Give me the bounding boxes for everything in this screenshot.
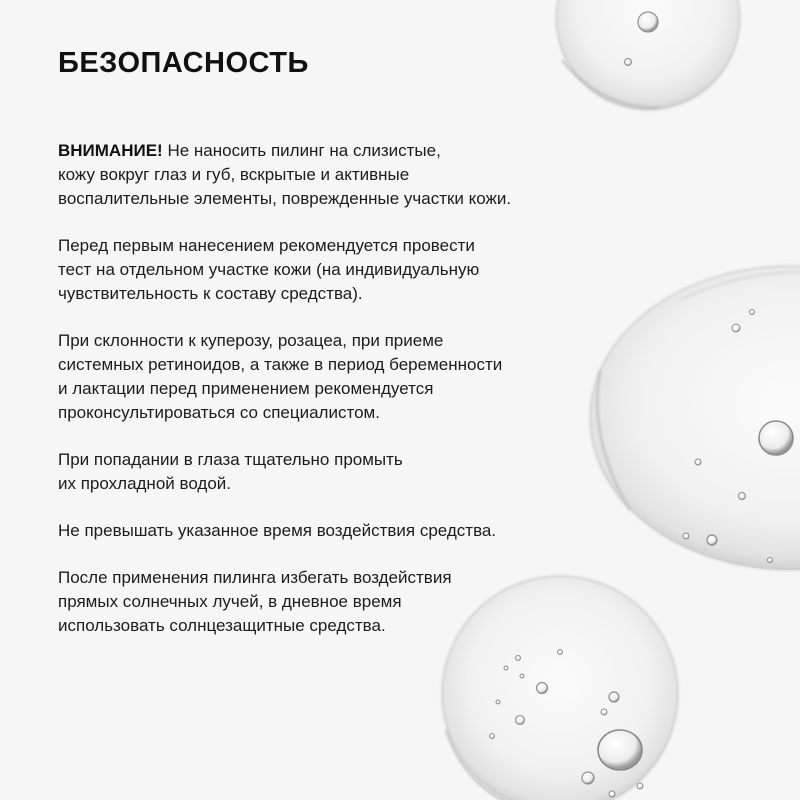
paragraph-line: Перед первым нанесением рекомендуется провести bbox=[58, 236, 475, 255]
paragraph-line: Не превышать указанное время воздействия средства. bbox=[58, 521, 497, 540]
paragraph-consultation bbox=[58, 329, 618, 425]
paragraph-line: При склонности к куперозу, розацеа, при приеме bbox=[58, 331, 444, 350]
paragraph-line: прямых солнечных лучей, в дневное время bbox=[58, 592, 402, 611]
paragraph-line bbox=[58, 139, 618, 163]
paragraph-eye-contact bbox=[58, 448, 618, 496]
paragraph-line: При попадании в глаза тщательно промыть bbox=[58, 450, 403, 469]
paragraph-line: чувствительность к составу средства). bbox=[58, 284, 363, 303]
paragraph-line: проконсультироваться со специалистом. bbox=[58, 403, 380, 422]
paragraph-line: кожу вокруг глаз и губ, вскрытые и активные bbox=[58, 165, 410, 184]
paragraph-patch-test bbox=[58, 234, 618, 306]
paragraph-exposure-time bbox=[58, 519, 618, 543]
page-title: БЕЗОПАСНОСТЬ bbox=[58, 47, 309, 79]
paragraph-line: системных ретиноидов, а также в период беременности bbox=[58, 355, 503, 374]
paragraph-line: использовать солнцезащитные средства. bbox=[58, 616, 386, 635]
safety-paragraphs bbox=[58, 139, 618, 661]
paragraph-line: и лактации перед применением рекомендуется bbox=[58, 379, 434, 398]
paragraph-line: их прохладной водой. bbox=[58, 474, 232, 493]
warning-text: Не наносить пилинг на слизистые, bbox=[162, 141, 441, 160]
paragraph-line: воспалительные элементы, поврежденные участки кожи. bbox=[58, 189, 512, 208]
paragraph-warning bbox=[58, 139, 618, 211]
paragraph-line: тест на отдельном участке кожи (на индивидуальную bbox=[58, 260, 480, 279]
paragraph-sun-protection bbox=[58, 566, 618, 638]
warning-label: ВНИМАНИЕ! bbox=[58, 141, 163, 160]
paragraph-line: После применения пилинга избегать воздействия bbox=[58, 568, 452, 587]
